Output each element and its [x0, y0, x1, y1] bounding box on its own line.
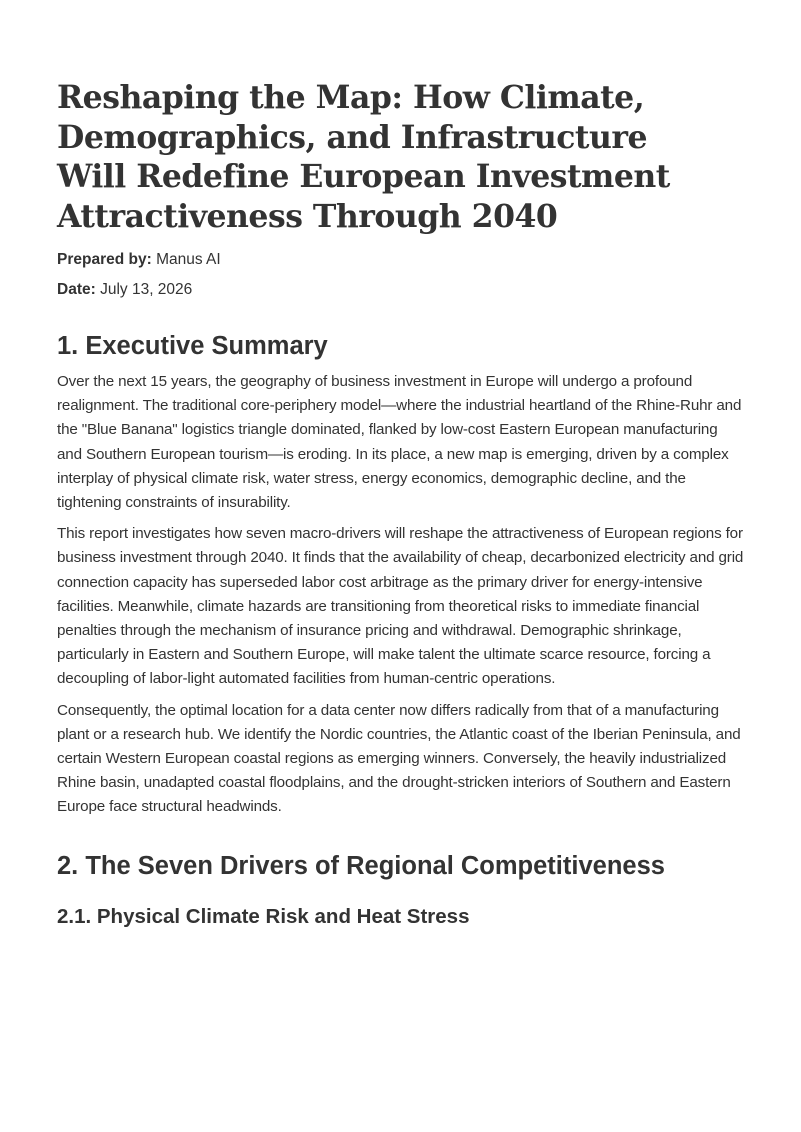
prepared-by-line [57, 250, 745, 270]
date-line [57, 280, 745, 300]
date-label: Date: [57, 281, 96, 298]
prepared-by-value: Manus AI [156, 251, 221, 268]
seven-drivers-heading: 2. The Seven Drivers of Regional Competitiveness [57, 851, 665, 880]
physical-climate-risk-heading: 2.1. Physical Climate Risk and Heat Stress [57, 904, 470, 928]
executive-summary-paragraph-1: Over the next 15 years, the geography of business investment in Europe will undergo a profound realignment. The traditional core-periphery model—where the industrial heartland of the Rhine-Ruhr and the "Blue Banana" logistics triangle dominated, flanked by low-cost Eastern European manufacturing and Southern European tourism—is eroding. In its place, a new map is emerging, driven by a complex interplay of physical climate risk, water stress, energy economics, demographic decline, and the tightening constraints of insurability. [57, 373, 742, 512]
document-title: Reshaping the Map: How Climate, Demographics, and Infrastructure Will Redefine European Investment Attractiveness Through 2040 [57, 79, 670, 235]
executive-summary-heading: 1. Executive Summary [57, 332, 328, 360]
executive-summary-paragraph-3: Consequently, the optimal location for a data center now differs radically from that of a manufacturing plant or a research hub. We identify the Nordic countries, the Atlantic coast of the Iberian Peninsula, and certain Western European coastal regions as emerging winners. Conversely, the heavily industrialized Rhine basin, unadapted coastal floodplains, and the drought-stricken interiors of Southern and Eastern Europe face structural headwinds. [57, 701, 741, 816]
date-value: July 13, 2026 [100, 281, 193, 298]
executive-summary-paragraph-2: This report investigates how seven macro-drivers will reshape the attractiveness of European regions for business investment through 2040. It finds that the availability of cheap, decarbonized electricity and grid connection capacity has superseded labor cost arbitrage as the primary driver for energy-intensive facilities. Meanwhile, climate hazards are transitioning from theoretical risks to immediate financial penalties through the mechanism of insurance pricing and withdrawal. Demographic shrinkage, particularly in Eastern and Southern Europe, will make talent the ultimate scarce resource, forcing a decoupling of labor-light automated facilities from human-centric operations. [57, 525, 744, 688]
prepared-by-label: Prepared by: [57, 251, 152, 268]
